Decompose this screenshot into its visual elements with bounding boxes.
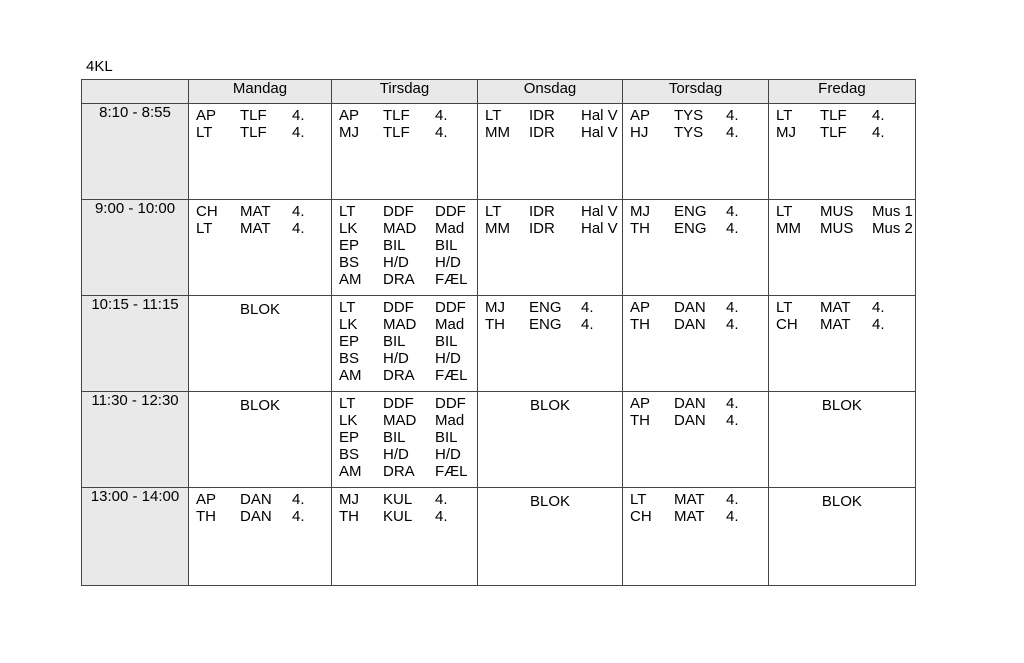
timetable-cell — [189, 488, 332, 586]
lesson-row — [478, 316, 622, 333]
teacher-code: AP — [339, 107, 360, 124]
teacher-code: EP — [339, 237, 360, 254]
subject-code: MUS — [820, 220, 854, 237]
teacher-code: MM — [485, 124, 510, 141]
subject-code: MAT — [240, 203, 271, 220]
subject-code: MAT — [674, 491, 705, 508]
room-code: 4. — [872, 299, 885, 316]
teacher-code: MJ — [485, 299, 505, 316]
teacher-code: EP — [339, 429, 360, 446]
teacher-code: BS — [339, 350, 360, 367]
timetable-row — [82, 296, 916, 392]
timetable-cell — [332, 296, 478, 392]
subject-code: H/D — [383, 350, 409, 367]
room-code: 4. — [726, 107, 739, 124]
room-code: Hal V — [581, 107, 618, 124]
block-label: BLOK — [529, 397, 571, 414]
room-code: 4. — [435, 491, 448, 508]
room-code: 4. — [292, 107, 305, 124]
timetable-cell — [623, 488, 769, 586]
subject-code: IDR — [529, 203, 555, 220]
teacher-code: MM — [776, 220, 801, 237]
lesson-row — [332, 508, 477, 525]
teacher-code: LK — [339, 316, 358, 333]
corner-cell — [82, 80, 189, 104]
teacher-code: MJ — [630, 203, 650, 220]
lesson-row — [189, 508, 331, 525]
lesson-row — [478, 107, 622, 124]
lesson-row — [769, 203, 915, 220]
timetable-cell — [478, 200, 623, 296]
room-code: H/D — [435, 446, 461, 463]
timetable-row — [82, 200, 916, 296]
timetable-cell — [332, 392, 478, 488]
lesson-row — [623, 491, 768, 508]
subject-code: ENG — [674, 203, 707, 220]
lesson-row — [332, 491, 477, 508]
timetable-row — [82, 488, 916, 586]
lesson-row — [623, 412, 768, 429]
teacher-code: TH — [196, 508, 216, 525]
lesson-row — [769, 299, 915, 316]
room-code: FÆL — [435, 271, 468, 288]
room-code: 4. — [726, 316, 739, 333]
timetable-row — [82, 104, 916, 200]
timetable — [81, 79, 916, 586]
teacher-code: LT — [630, 491, 647, 508]
subject-code: KUL — [383, 491, 413, 508]
room-code: 4. — [581, 316, 594, 333]
day-header-mandag: Mandag — [189, 80, 332, 104]
class-title: 4KL — [86, 58, 113, 75]
subject-code: DRA — [383, 463, 415, 480]
teacher-code: LT — [776, 107, 793, 124]
lesson-row — [478, 124, 622, 141]
subject-code: TLF — [820, 124, 847, 141]
lesson-row — [332, 203, 477, 220]
teacher-code: AM — [339, 271, 362, 288]
day-header-torsdag: Torsdag — [623, 80, 769, 104]
subject-code: ENG — [529, 299, 562, 316]
subject-code: DAN — [674, 316, 706, 333]
timetable-cell — [623, 200, 769, 296]
teacher-code: AP — [630, 299, 651, 316]
room-code: Mad — [435, 220, 465, 237]
subject-code: TYS — [674, 107, 704, 124]
lesson-row — [189, 220, 331, 237]
subject-code: H/D — [383, 254, 409, 271]
teacher-code: MM — [485, 220, 510, 237]
lesson-row — [769, 220, 915, 237]
time-slot-label: 8:10 - 8:55 — [82, 104, 189, 200]
lesson-row — [332, 271, 477, 288]
lesson-row — [332, 254, 477, 271]
teacher-code: LT — [776, 203, 793, 220]
lesson-row — [189, 203, 331, 220]
lesson-row — [332, 220, 477, 237]
lesson-row — [623, 220, 768, 237]
subject-code: MAT — [240, 220, 271, 237]
day-header-onsdag: Onsdag — [478, 80, 623, 104]
teacher-code: EP — [339, 333, 360, 350]
subject-code: MAT — [820, 316, 851, 333]
teacher-code: BS — [339, 254, 360, 271]
teacher-code: AP — [196, 107, 217, 124]
teacher-code: LK — [339, 412, 358, 429]
timetable-cell — [332, 200, 478, 296]
day-header-fredag: Fredag — [769, 80, 916, 104]
lesson-row — [623, 203, 768, 220]
timetable-cell — [189, 200, 332, 296]
subject-code: DAN — [240, 491, 272, 508]
room-code: Mad — [435, 412, 465, 429]
teacher-code: TH — [339, 508, 359, 525]
timetable-cell — [769, 200, 916, 296]
teacher-code: AM — [339, 367, 362, 384]
lesson-row — [623, 316, 768, 333]
room-code: BIL — [435, 333, 458, 350]
timetable-cell — [332, 104, 478, 200]
lesson-row — [769, 316, 915, 333]
timetable-cell — [769, 296, 916, 392]
subject-code: H/D — [383, 446, 409, 463]
teacher-code: AM — [339, 463, 362, 480]
room-code: 4. — [726, 203, 739, 220]
room-code: 4. — [292, 508, 305, 525]
block-label: BLOK — [821, 493, 862, 510]
subject-code: BIL — [383, 429, 406, 446]
teacher-code: AP — [630, 107, 651, 124]
timetable-cell — [189, 104, 332, 200]
lesson-row — [332, 237, 477, 254]
timetable-cell — [189, 392, 332, 488]
teacher-code: LT — [485, 203, 502, 220]
teacher-code: MJ — [339, 124, 359, 141]
lesson-row — [478, 299, 622, 316]
teacher-code: BS — [339, 446, 360, 463]
lesson-row — [332, 412, 477, 429]
subject-code: DAN — [240, 508, 272, 525]
teacher-code: LT — [339, 395, 356, 412]
timetable-row — [82, 392, 916, 488]
subject-code: BIL — [383, 237, 406, 254]
room-code: FÆL — [435, 367, 468, 384]
room-code: Hal V — [581, 203, 618, 220]
teacher-code: CH — [630, 508, 652, 525]
room-code: DDF — [435, 203, 466, 220]
teacher-code: LT — [339, 203, 356, 220]
room-code: 4. — [726, 220, 739, 237]
lesson-row — [189, 491, 331, 508]
room-code: FÆL — [435, 463, 468, 480]
lesson-row — [623, 508, 768, 525]
subject-code: MAD — [383, 316, 417, 333]
timetable-cell — [478, 296, 623, 392]
lesson-row — [623, 299, 768, 316]
subject-code: TLF — [383, 124, 410, 141]
lesson-row — [332, 124, 477, 141]
timetable-cell — [769, 488, 916, 586]
teacher-code: HJ — [630, 124, 649, 141]
lesson-row — [332, 107, 477, 124]
subject-code: MAT — [674, 508, 705, 525]
timetable-cell — [769, 104, 916, 200]
subject-code: DDF — [383, 299, 414, 316]
room-code: 4. — [435, 508, 448, 525]
subject-code: TYS — [674, 124, 704, 141]
room-code: 4. — [726, 395, 739, 412]
room-code: Hal V — [581, 124, 618, 141]
header-row — [82, 80, 916, 104]
time-slot-label: 10:15 - 11:15 — [82, 296, 189, 392]
timetable-cell — [623, 104, 769, 200]
timetable-cell — [332, 488, 478, 586]
teacher-code: LT — [776, 299, 793, 316]
lesson-row — [769, 107, 915, 124]
timetable-cell — [189, 296, 332, 392]
room-code: Mus 2 — [872, 220, 913, 237]
subject-code: DAN — [674, 299, 706, 316]
subject-code: TLF — [820, 107, 847, 124]
lesson-row — [478, 220, 622, 237]
block-label: BLOK — [529, 493, 571, 510]
subject-code: ENG — [529, 316, 562, 333]
subject-code: TLF — [383, 107, 410, 124]
lesson-row — [623, 124, 768, 141]
time-slot-label: 9:00 - 10:00 — [82, 200, 189, 296]
room-code: 4. — [726, 299, 739, 316]
subject-code: TLF — [240, 124, 267, 141]
teacher-code: LT — [196, 124, 213, 141]
timetable-cell — [478, 104, 623, 200]
block-label: BLOK — [239, 397, 281, 414]
lesson-row — [332, 316, 477, 333]
subject-code: DRA — [383, 271, 415, 288]
teacher-code: TH — [630, 412, 650, 429]
timetable-cell — [623, 392, 769, 488]
time-slot-label: 13:00 - 14:00 — [82, 488, 189, 586]
subject-code: DDF — [383, 395, 414, 412]
room-code: Mus 1 — [872, 203, 913, 220]
subject-code: DAN — [674, 412, 706, 429]
lesson-row — [478, 203, 622, 220]
block-label: BLOK — [821, 397, 862, 414]
teacher-code: LT — [339, 299, 356, 316]
subject-code: KUL — [383, 508, 413, 525]
room-code: 4. — [581, 299, 594, 316]
room-code: 4. — [435, 124, 448, 141]
room-code: 4. — [292, 124, 305, 141]
subject-code: IDR — [529, 124, 555, 141]
lesson-row — [332, 395, 477, 412]
lesson-row — [332, 333, 477, 350]
teacher-code: AP — [630, 395, 651, 412]
subject-code: BIL — [383, 333, 406, 350]
room-code: 4. — [292, 220, 305, 237]
teacher-code: CH — [196, 203, 218, 220]
room-code: 4. — [872, 124, 885, 141]
subject-code: MAD — [383, 220, 417, 237]
room-code: 4. — [872, 316, 885, 333]
subject-code: IDR — [529, 220, 555, 237]
lesson-row — [623, 395, 768, 412]
room-code: 4. — [726, 508, 739, 525]
teacher-code: CH — [776, 316, 798, 333]
lesson-row — [332, 299, 477, 316]
room-code: 4. — [726, 491, 739, 508]
subject-code: IDR — [529, 107, 555, 124]
teacher-code: TH — [630, 220, 650, 237]
subject-code: DAN — [674, 395, 706, 412]
time-slot-label: 11:30 - 12:30 — [82, 392, 189, 488]
teacher-code: MJ — [339, 491, 359, 508]
timetable-cell — [478, 392, 623, 488]
timetable-cell — [623, 296, 769, 392]
room-code: BIL — [435, 429, 458, 446]
timetable-page — [81, 58, 916, 586]
teacher-code: LK — [339, 220, 358, 237]
lesson-row — [189, 107, 331, 124]
block-label: BLOK — [239, 301, 281, 318]
teacher-code: AP — [196, 491, 217, 508]
lesson-row — [332, 367, 477, 384]
subject-code: MAD — [383, 412, 417, 429]
room-code: 4. — [292, 491, 305, 508]
lesson-row — [332, 350, 477, 367]
teacher-code: TH — [630, 316, 650, 333]
subject-code: ENG — [674, 220, 707, 237]
room-code: H/D — [435, 254, 461, 271]
teacher-code: LT — [485, 107, 502, 124]
room-code: DDF — [435, 299, 466, 316]
teacher-code: TH — [485, 316, 505, 333]
room-code: 4. — [726, 124, 739, 141]
subject-code: DDF — [383, 203, 414, 220]
room-code: Hal V — [581, 220, 618, 237]
room-code: BIL — [435, 237, 458, 254]
timetable-cell — [478, 488, 623, 586]
timetable-cell — [769, 392, 916, 488]
room-code: Mad — [435, 316, 465, 333]
day-header-tirsdag: Tirsdag — [332, 80, 478, 104]
room-code: DDF — [435, 395, 466, 412]
room-code: 4. — [292, 203, 305, 220]
lesson-row — [769, 124, 915, 141]
room-code: 4. — [435, 107, 448, 124]
teacher-code: MJ — [776, 124, 796, 141]
lesson-row — [189, 124, 331, 141]
room-code: H/D — [435, 350, 461, 367]
room-code: 4. — [726, 412, 739, 429]
lesson-row — [332, 446, 477, 463]
subject-code: TLF — [240, 107, 267, 124]
teacher-code: LT — [196, 220, 213, 237]
lesson-row — [623, 107, 768, 124]
room-code: 4. — [872, 107, 885, 124]
subject-code: DRA — [383, 367, 415, 384]
lesson-row — [332, 463, 477, 480]
lesson-row — [332, 429, 477, 446]
subject-code: MUS — [820, 203, 854, 220]
subject-code: MAT — [820, 299, 851, 316]
